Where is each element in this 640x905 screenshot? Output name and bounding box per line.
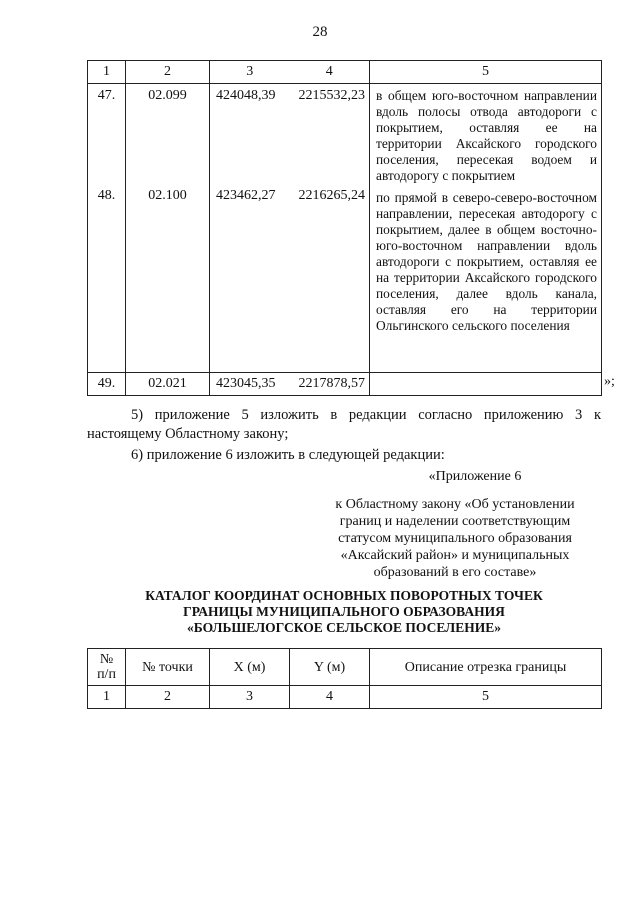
table-row bbox=[88, 84, 602, 373]
paragraph-6: 6) приложение 6 изложить в следующей редакции: bbox=[131, 447, 445, 463]
appendix-line: образований в его составе» bbox=[373, 565, 537, 580]
coordinates bbox=[210, 84, 370, 373]
appendix-line: «Аксайский район» и муниципальных bbox=[340, 548, 570, 563]
point-02-099: 02.099 bbox=[148, 88, 187, 103]
coords-row-49 bbox=[210, 373, 370, 396]
appendix-header bbox=[300, 468, 610, 581]
page-number: 28 bbox=[312, 24, 328, 40]
table-cell: 5 bbox=[370, 686, 602, 709]
header-description: Описание отрезка границы bbox=[370, 649, 602, 686]
header-cell: 5 bbox=[370, 61, 602, 84]
coords-row-48 bbox=[210, 188, 369, 366]
header-point: № точки bbox=[126, 649, 210, 686]
table-cell: 2 bbox=[126, 686, 210, 709]
header-num-line2: п/п bbox=[97, 667, 116, 682]
header-cell bbox=[210, 61, 370, 84]
catalog-title-line: КАТАЛОГ КООРДИНАТ ОСНОВНЫХ ПОВОРОТНЫХ ТОЧЕК bbox=[145, 588, 543, 603]
point-02-100: 02.100 bbox=[148, 188, 187, 203]
header-num bbox=[88, 649, 126, 686]
header-y: Y (м) bbox=[290, 649, 370, 686]
x-coordinate: 423462,27 bbox=[216, 188, 276, 203]
appendix-line: статусом муниципального образования bbox=[338, 531, 572, 546]
row-number-48: 48. bbox=[97, 188, 116, 203]
closing-quote: »; bbox=[604, 374, 615, 389]
x-coordinate: 424048,39 bbox=[216, 88, 276, 103]
y-coordinate: 2215532,23 bbox=[298, 88, 365, 103]
header-num-line1: № bbox=[99, 652, 114, 667]
table-row bbox=[88, 373, 602, 396]
segment-description bbox=[370, 84, 602, 373]
point-02-021: 02.021 bbox=[126, 373, 210, 396]
table-cell: 4 bbox=[290, 686, 370, 709]
table-header-row bbox=[88, 649, 602, 686]
description-48: по прямой в северо-северо-восточном направлении, пересекая автодорогу с покрытием, далее в общем восточно-юго-восточном направлении вдоль автодороги с покрытием, оставляя ее на территории Аксайского городского поселения, далее вдоль канала, оставляя его на территории Ольгинского сельского поселения bbox=[376, 190, 597, 333]
point-id bbox=[126, 84, 210, 373]
x-coordinate: 423045,35 bbox=[216, 376, 276, 391]
table-row bbox=[88, 686, 602, 709]
description-49 bbox=[370, 373, 602, 396]
appendix-title: «Приложение 6 bbox=[428, 469, 522, 484]
header-y: 4 bbox=[325, 64, 333, 79]
catalog-title bbox=[87, 588, 601, 636]
header-x: X (м) bbox=[210, 649, 290, 686]
header-cell: 1 bbox=[88, 61, 126, 84]
table-cell: 3 bbox=[210, 686, 290, 709]
table-header-row bbox=[88, 61, 602, 84]
row-number bbox=[88, 84, 126, 373]
y-coordinate: 2217878,57 bbox=[298, 376, 365, 391]
catalog-title-line: «БОЛЬШЕЛОГСКОЕ СЕЛЬСКОЕ ПОСЕЛЕНИЕ» bbox=[187, 620, 501, 635]
header-cell: 2 bbox=[126, 61, 210, 84]
y-coordinate: 2216265,24 bbox=[298, 188, 365, 203]
catalog-title-line: ГРАНИЦЫ МУНИЦИПАЛЬНОГО ОБРАЗОВАНИЯ bbox=[183, 604, 505, 619]
header-x: 3 bbox=[246, 64, 254, 79]
paragraph-5: 5) приложение 5 изложить в редакции согласно приложению 3 к настоящему Областному закону; bbox=[87, 407, 601, 442]
appendix-line: границ и наделении соответствующим bbox=[339, 514, 571, 529]
table-cell: 1 bbox=[88, 686, 126, 709]
catalog-table bbox=[87, 648, 602, 709]
coordinates-table-continued bbox=[87, 60, 602, 396]
row-number-47: 47. bbox=[97, 88, 116, 103]
coords-row-47 bbox=[210, 88, 369, 188]
appendix-line: к Областному закону «Об установлении bbox=[335, 497, 575, 512]
description-47: в общем юго-восточном направлении вдоль полосы отвода автодороги с покрытием, оставляя ее на территории Аксайского городского поселения, пересекая водоем и автодорогу с покрытием bbox=[376, 88, 597, 183]
row-number-49: 49. bbox=[88, 373, 126, 396]
